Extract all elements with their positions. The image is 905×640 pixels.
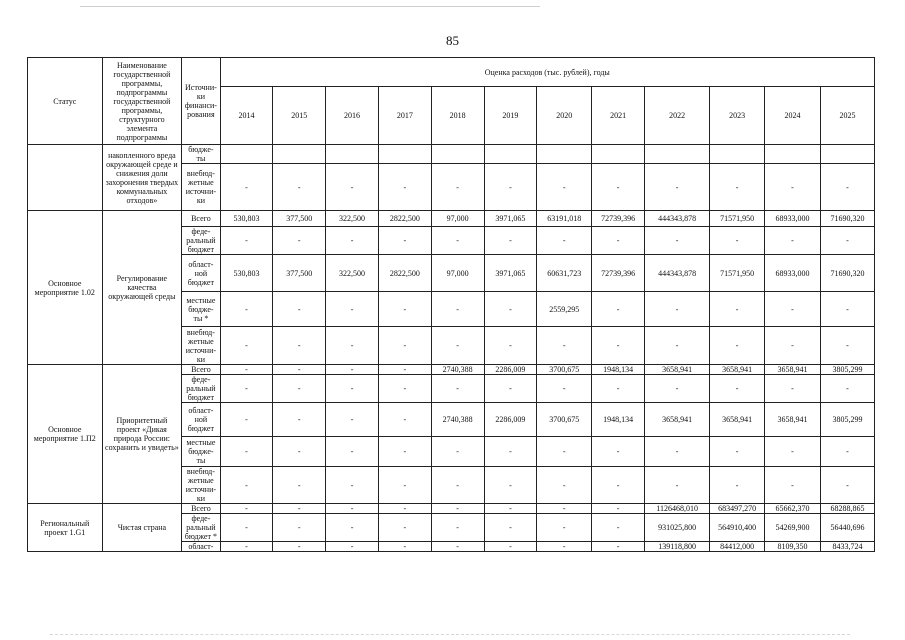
value-cell: 2286,009	[484, 365, 537, 375]
value-cell: -	[484, 292, 537, 327]
value-cell: -	[326, 365, 379, 375]
value-cell: -	[273, 164, 326, 211]
value-cell: 3658,941	[710, 403, 765, 437]
value-cell: -	[765, 467, 821, 504]
value-cell: -	[644, 467, 709, 504]
value-cell: 931025,800	[644, 514, 709, 542]
value-cell: 72739,396	[592, 211, 645, 227]
value-cell: -	[378, 514, 431, 542]
value-cell: -	[273, 403, 326, 437]
value-cell	[431, 145, 484, 164]
budget-table	[27, 57, 875, 552]
value-cell: -	[484, 227, 537, 255]
value-cell: -	[378, 403, 431, 437]
value-cell: -	[644, 437, 709, 467]
value-cell: -	[273, 437, 326, 467]
table-row	[28, 365, 875, 375]
value-cell: -	[220, 164, 273, 211]
year-header: 2022	[644, 87, 709, 145]
year-header: 2019	[484, 87, 537, 145]
value-cell: 63191,018	[537, 211, 592, 227]
status-cell: Региональный проект 1.G1	[28, 504, 103, 552]
year-header: 2024	[765, 87, 821, 145]
value-cell: 71690,320	[820, 211, 874, 227]
value-cell: -	[273, 327, 326, 365]
value-cell: 683497,270	[710, 504, 765, 514]
value-cell: -	[220, 504, 273, 514]
funding-source-cell: внебюд-жетные источни-ки	[182, 467, 220, 504]
value-cell: -	[378, 227, 431, 255]
value-cell: -	[326, 514, 379, 542]
funding-source-cell: бюдже-ты	[182, 145, 220, 164]
value-cell: -	[273, 227, 326, 255]
value-cell: -	[820, 437, 874, 467]
value-cell: -	[820, 467, 874, 504]
value-cell: -	[710, 375, 765, 403]
funding-source-cell: област-ной бюджет	[182, 255, 220, 292]
bottom-rule	[50, 634, 850, 635]
value-cell: 444343,878	[644, 255, 709, 292]
value-cell: -	[592, 467, 645, 504]
status-cell: Основное мероприятие 1.02	[28, 211, 103, 365]
value-cell: -	[273, 514, 326, 542]
value-cell: -	[710, 292, 765, 327]
value-cell: -	[326, 227, 379, 255]
year-header: 2023	[710, 87, 765, 145]
value-cell: -	[820, 292, 874, 327]
value-cell: -	[378, 437, 431, 467]
value-cell: 68933,000	[765, 211, 821, 227]
value-cell: -	[765, 292, 821, 327]
value-cell: -	[431, 375, 484, 403]
value-cell: 3658,941	[765, 403, 821, 437]
top-rule	[80, 6, 540, 7]
value-cell: -	[378, 542, 431, 552]
funding-source-cell: внебюд-жетные источни-ки	[182, 327, 220, 365]
value-cell: -	[537, 504, 592, 514]
value-cell: 3700,675	[537, 403, 592, 437]
program-name-cell: Регулирование качества окружающей среды	[102, 211, 182, 365]
value-cell: -	[326, 504, 379, 514]
value-cell: 530,803	[220, 211, 273, 227]
value-cell: -	[765, 375, 821, 403]
value-cell: 377,500	[273, 211, 326, 227]
value-cell: 68288,865	[820, 504, 874, 514]
value-cell: 530,803	[220, 255, 273, 292]
value-cell: -	[326, 375, 379, 403]
value-cell: -	[644, 375, 709, 403]
value-cell	[710, 145, 765, 164]
funding-source-cell: внебюд-жетные источни-ки	[182, 164, 220, 211]
value-cell: 8433,724	[820, 542, 874, 552]
value-cell: 71571,950	[710, 255, 765, 292]
value-cell: -	[431, 542, 484, 552]
value-cell: 3658,941	[644, 403, 709, 437]
header-status: Статус	[28, 58, 103, 145]
value-cell: -	[220, 437, 273, 467]
year-header: 2014	[220, 87, 273, 145]
value-cell: 3700,675	[537, 365, 592, 375]
value-cell: -	[710, 467, 765, 504]
table-row	[28, 504, 875, 514]
value-cell: 2822,500	[378, 255, 431, 292]
value-cell: -	[220, 227, 273, 255]
value-cell: -	[431, 227, 484, 255]
value-cell: -	[484, 164, 537, 211]
program-name-cell: Приоритетный проект «Дикая природа России: сохранить и увидеть»	[102, 365, 182, 504]
value-cell: 68933,000	[765, 255, 821, 292]
value-cell: -	[378, 292, 431, 327]
value-cell: -	[326, 542, 379, 552]
value-cell: 3658,941	[644, 365, 709, 375]
value-cell: -	[592, 227, 645, 255]
value-cell: -	[378, 504, 431, 514]
year-header: 2015	[273, 87, 326, 145]
value-cell	[765, 145, 821, 164]
value-cell: 56440,696	[820, 514, 874, 542]
value-cell: -	[592, 514, 645, 542]
value-cell: -	[431, 292, 484, 327]
funding-source-cell: Всего	[182, 504, 220, 514]
value-cell: 8109,350	[765, 542, 821, 552]
funding-source-cell: феде-ральный бюджет *	[182, 514, 220, 542]
header-name: Наименование государственной программы, подпрограммы государственной программы, структурного элемента подпрограммы	[102, 58, 182, 145]
funding-source-cell: феде-ральный бюджет	[182, 375, 220, 403]
value-cell: -	[765, 227, 821, 255]
value-cell: 72739,396	[592, 255, 645, 292]
value-cell: 1948,134	[592, 403, 645, 437]
value-cell: 444343,878	[644, 211, 709, 227]
value-cell: 3971,065	[484, 211, 537, 227]
funding-source-cell: Всего	[182, 365, 220, 375]
value-cell: -	[220, 375, 273, 403]
value-cell	[537, 145, 592, 164]
value-cell: -	[537, 375, 592, 403]
value-cell: -	[378, 327, 431, 365]
value-cell: -	[273, 365, 326, 375]
value-cell: -	[378, 164, 431, 211]
program-name-cell: накопленного вреда окружающей среде и снижения доли захоронения твердых коммунальных отходов»	[102, 145, 182, 211]
value-cell: -	[765, 164, 821, 211]
value-cell: -	[326, 467, 379, 504]
value-cell: -	[592, 327, 645, 365]
value-cell: 322,500	[326, 255, 379, 292]
value-cell	[644, 145, 709, 164]
value-cell: -	[820, 227, 874, 255]
value-cell: -	[273, 292, 326, 327]
value-cell	[220, 145, 273, 164]
value-cell: -	[273, 504, 326, 514]
value-cell: -	[537, 467, 592, 504]
value-cell: -	[326, 403, 379, 437]
value-cell: -	[431, 467, 484, 504]
value-cell: -	[592, 504, 645, 514]
value-cell: 2286,009	[484, 403, 537, 437]
value-cell: -	[220, 467, 273, 504]
value-cell: 97,000	[431, 211, 484, 227]
value-cell: -	[644, 292, 709, 327]
value-cell: -	[378, 375, 431, 403]
value-cell: 3658,941	[765, 365, 821, 375]
value-cell: 2822,500	[378, 211, 431, 227]
value-cell: -	[220, 542, 273, 552]
value-cell: -	[484, 327, 537, 365]
value-cell: 377,500	[273, 255, 326, 292]
value-cell: -	[537, 542, 592, 552]
value-cell: 97,000	[431, 255, 484, 292]
funding-source-cell: местные бюдже-ты *	[182, 292, 220, 327]
value-cell	[592, 145, 645, 164]
year-header: 2018	[431, 87, 484, 145]
value-cell: -	[644, 327, 709, 365]
value-cell: -	[220, 327, 273, 365]
value-cell: 84412,000	[710, 542, 765, 552]
value-cell	[820, 145, 874, 164]
value-cell: -	[537, 227, 592, 255]
value-cell: -	[273, 542, 326, 552]
value-cell: -	[378, 467, 431, 504]
value-cell: -	[220, 403, 273, 437]
status-cell: Основное мероприятие 1.П2	[28, 365, 103, 504]
value-cell: -	[273, 375, 326, 403]
value-cell: -	[484, 375, 537, 403]
table-row	[28, 145, 875, 164]
value-cell: -	[820, 375, 874, 403]
value-cell: -	[378, 365, 431, 375]
header-estimate: Оценка расходов (тыс. рублей), годы	[220, 58, 874, 87]
value-cell: 2740,388	[431, 403, 484, 437]
value-cell: -	[484, 467, 537, 504]
value-cell: -	[431, 437, 484, 467]
value-cell: -	[484, 514, 537, 542]
value-cell: -	[484, 437, 537, 467]
value-cell: 54269,900	[765, 514, 821, 542]
value-cell	[378, 145, 431, 164]
funding-source-cell: местные бюдже-ты	[182, 437, 220, 467]
value-cell: 564910,400	[710, 514, 765, 542]
value-cell: 1126468,010	[644, 504, 709, 514]
value-cell: -	[326, 327, 379, 365]
value-cell: 3658,941	[710, 365, 765, 375]
value-cell: 65662,370	[765, 504, 821, 514]
value-cell: -	[431, 327, 484, 365]
value-cell: -	[592, 542, 645, 552]
value-cell: -	[326, 164, 379, 211]
value-cell: -	[644, 164, 709, 211]
value-cell: -	[592, 164, 645, 211]
value-cell: 139118,800	[644, 542, 709, 552]
value-cell: -	[537, 437, 592, 467]
value-cell: -	[710, 327, 765, 365]
value-cell: -	[820, 327, 874, 365]
value-cell: 3805,299	[820, 365, 874, 375]
funding-source-cell: област-ной бюджет	[182, 403, 220, 437]
value-cell: 2740,388	[431, 365, 484, 375]
value-cell: -	[220, 365, 273, 375]
value-cell: 60631,723	[537, 255, 592, 292]
value-cell: 322,500	[326, 211, 379, 227]
year-header: 2017	[378, 87, 431, 145]
year-header: 2016	[326, 87, 379, 145]
funding-source-cell: Всего	[182, 211, 220, 227]
value-cell: -	[537, 164, 592, 211]
table-row	[28, 211, 875, 227]
value-cell: 3971,065	[484, 255, 537, 292]
funding-source-cell: феде-ральный бюджет	[182, 227, 220, 255]
year-header: 2020	[537, 87, 592, 145]
page-number: 85	[446, 33, 459, 48]
value-cell: -	[765, 327, 821, 365]
value-cell: 1948,134	[592, 365, 645, 375]
value-cell: -	[220, 514, 273, 542]
value-cell: -	[710, 164, 765, 211]
value-cell: -	[431, 514, 484, 542]
value-cell: -	[326, 437, 379, 467]
value-cell: -	[431, 164, 484, 211]
value-cell: 3805,299	[820, 403, 874, 437]
value-cell: -	[484, 542, 537, 552]
value-cell: -	[326, 292, 379, 327]
value-cell	[484, 145, 537, 164]
program-name-cell: Чистая страна	[102, 504, 182, 552]
value-cell: -	[820, 164, 874, 211]
value-cell: -	[484, 504, 537, 514]
header-source: Источни-ки финанси-рования	[182, 58, 220, 145]
value-cell	[326, 145, 379, 164]
value-cell	[273, 145, 326, 164]
value-cell: -	[710, 437, 765, 467]
value-cell: -	[765, 437, 821, 467]
value-cell: -	[592, 375, 645, 403]
funding-source-cell: област-	[182, 542, 220, 552]
value-cell: -	[537, 514, 592, 542]
value-cell: -	[592, 437, 645, 467]
value-cell: -	[220, 292, 273, 327]
value-cell: 71571,950	[710, 211, 765, 227]
value-cell: -	[592, 292, 645, 327]
value-cell: -	[644, 227, 709, 255]
year-header: 2025	[820, 87, 874, 145]
value-cell: 2559,295	[537, 292, 592, 327]
value-cell: -	[710, 227, 765, 255]
year-header: 2021	[592, 87, 645, 145]
status-cell	[28, 145, 103, 211]
value-cell: -	[431, 504, 484, 514]
value-cell: -	[273, 467, 326, 504]
value-cell: 71690,320	[820, 255, 874, 292]
value-cell: -	[537, 327, 592, 365]
